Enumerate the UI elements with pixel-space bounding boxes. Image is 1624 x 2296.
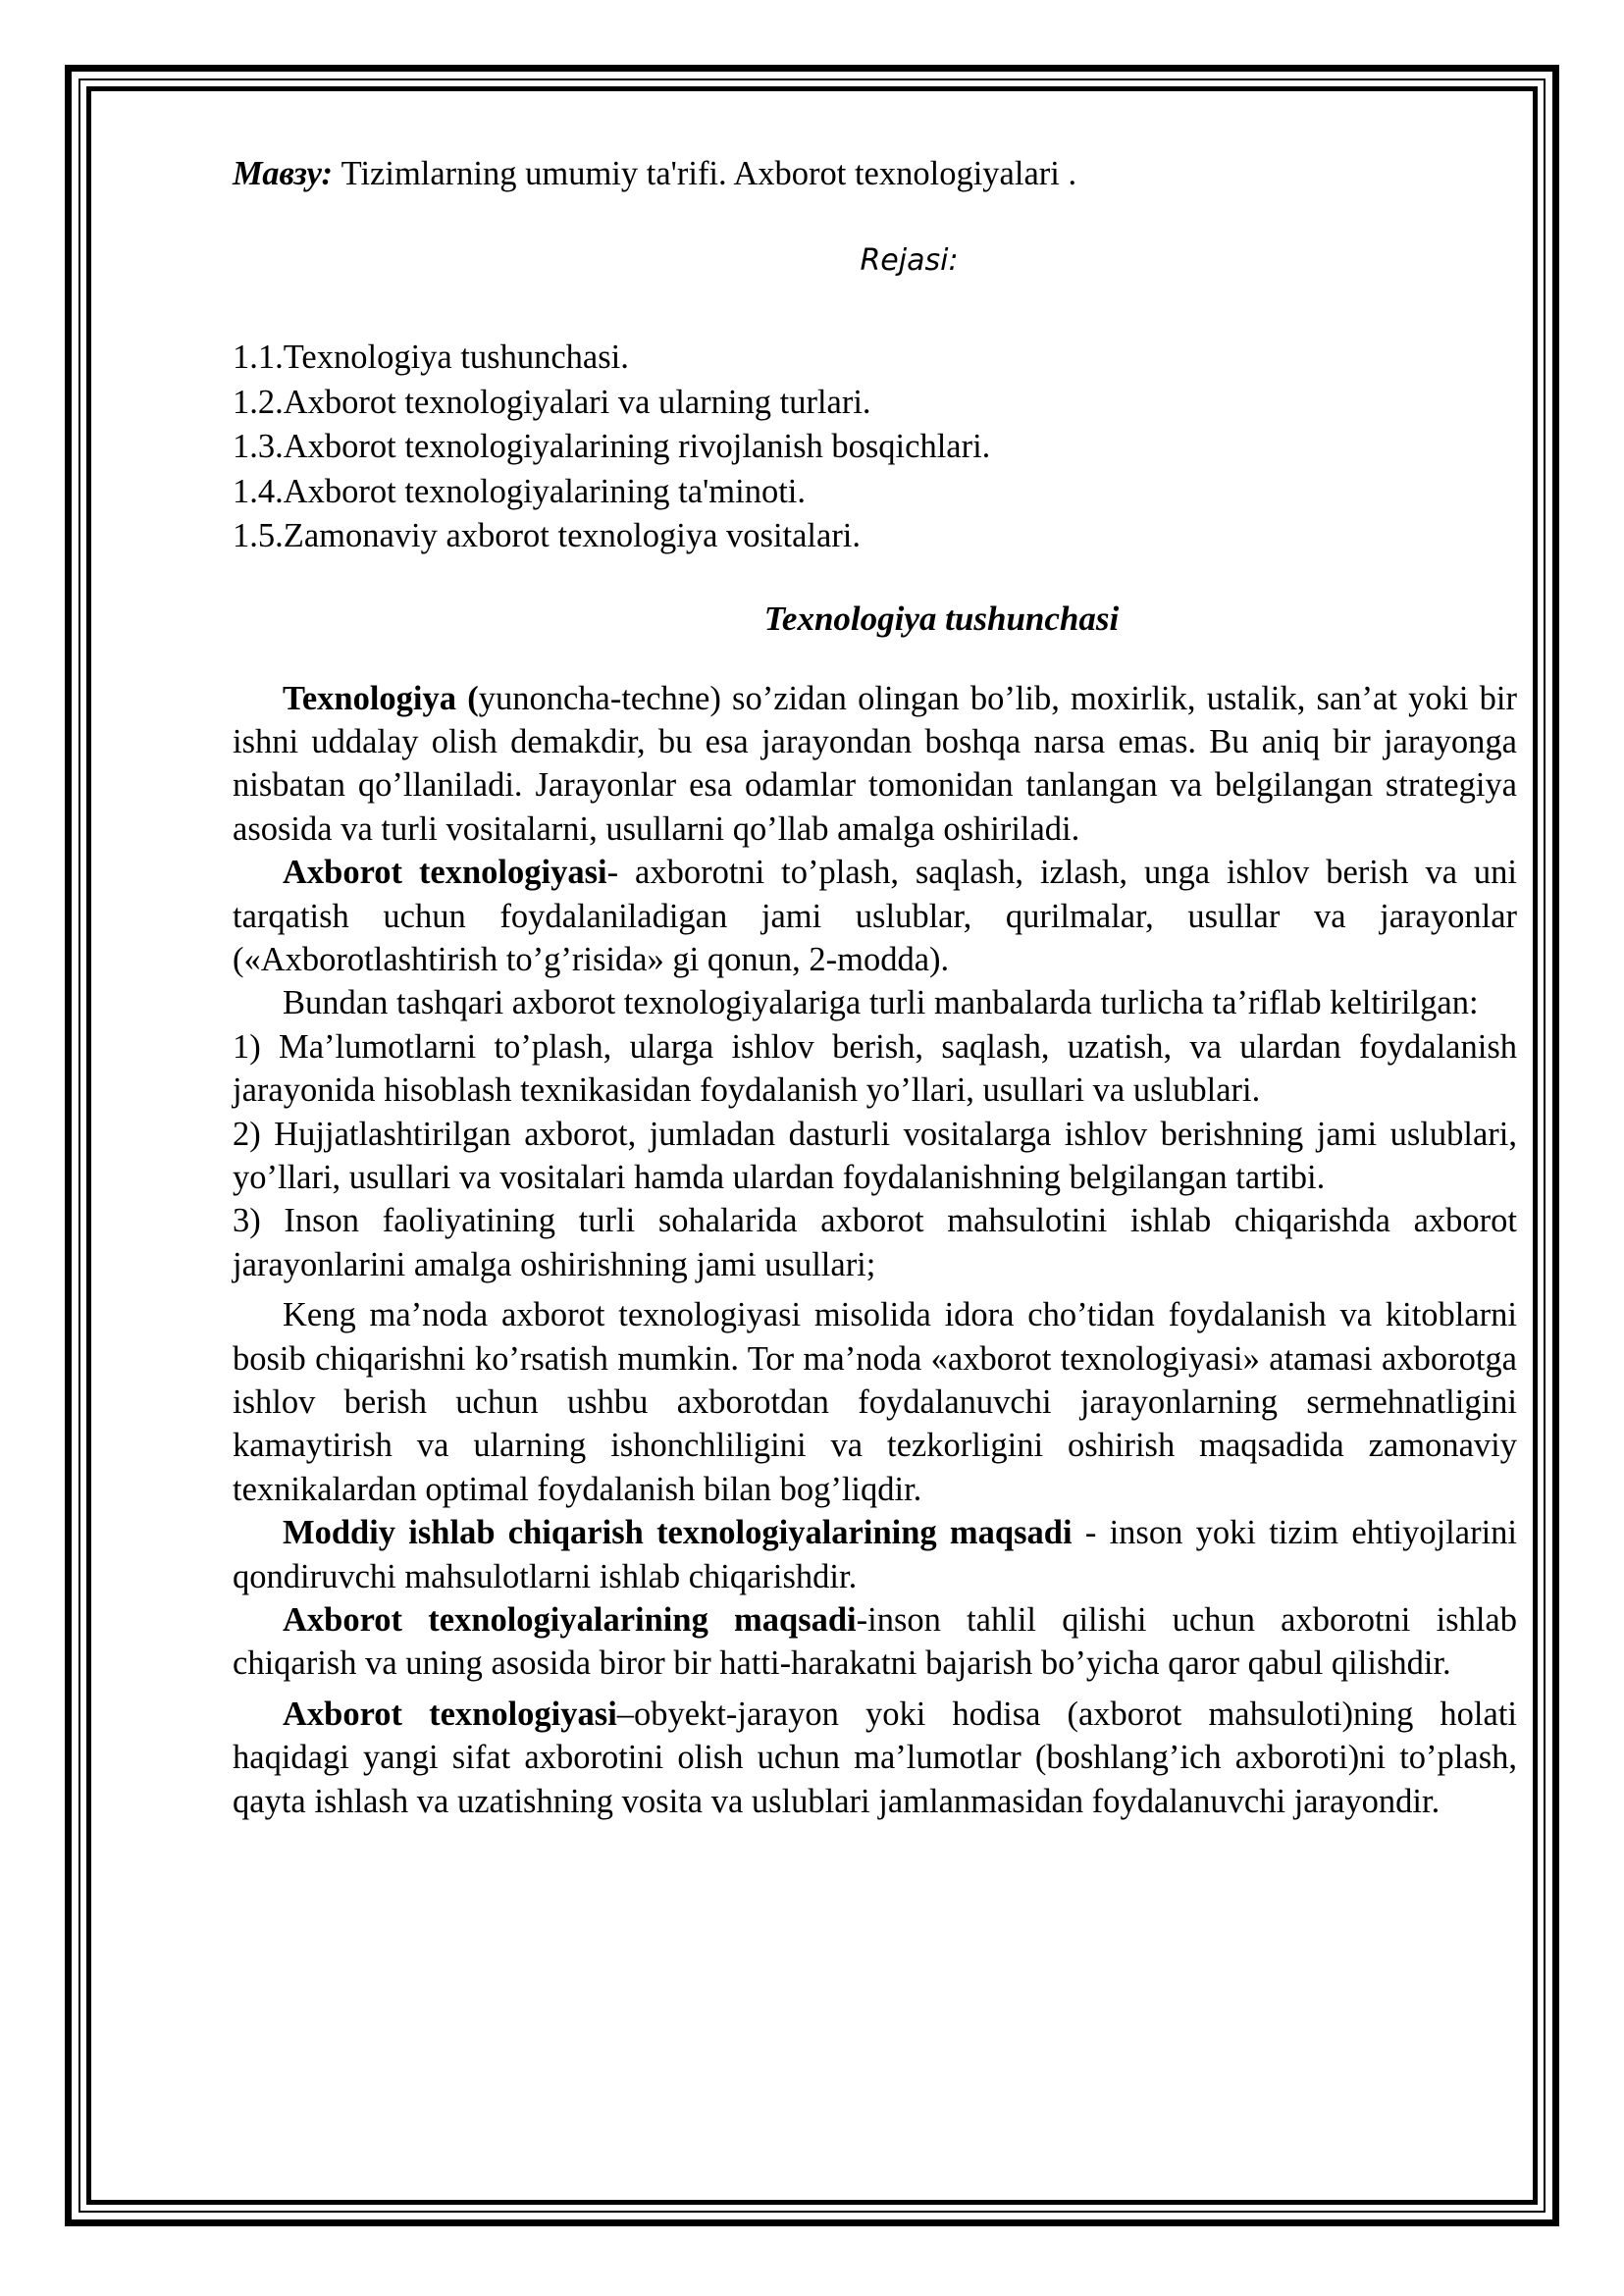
definition-list-item: 1) Ma’lumotlarni to’plash, ularga ishlov berish, saqlash, uzatish, va ulardan foydalanish jarayonida hisoblash texnikasidan foydalanish yo’llari, usullari va uslublari. — [233, 1027, 1517, 1110]
plan-title: Rejasi: — [860, 243, 959, 278]
topic-line — [233, 145, 1517, 202]
paragraph-text: –obyekt-jarayon yoki hodisa (axborot mahsuloti)ning holati haqidagi yangi sifat axborotini olish uchun ma’lumotlar (boshlang’ich axboroti)ni to’plash, qayta ishlash va uzatishning vosita va uslublari jamlanmasidan foydalanuvchi jarayondir. — [233, 1695, 1518, 1820]
paragraph-text: Keng ma’noda axborot texnologiyasi misolida idora cho’tidan foydalanish va kitoblarni bosib chiqarishni ko’rsatish mumkin. Tor ma’noda «axborot texnologiyasi» atamasi axborotga ishlov berish uchun ushbu axborotdan foydalanuvchi jarayonlarning sermehnatligini kamaytirish va ularning ishonchliligini va tezkorligini oshirish maqsadida zamonaviy texnikalardan optimal foydalanish bilan bog’liqdir. — [233, 1296, 1517, 1508]
definition-list-item: 3) Inson faoliyatining turli sohalarida axborot mahsulotini ishlab chiqarishda axborot jarayonlarini amalga oshirishning jami usullari; — [233, 1202, 1517, 1283]
plan-item: 1.5.Zamonaviy axborot texnologiya vositalari. — [233, 517, 862, 554]
paragraph — [233, 851, 1517, 981]
plan-item: 1.2.Axborot texnologiyalari va ularning turlari. — [233, 383, 871, 421]
paragraph-text: - inson yoki tizim ehtiyojlarini qondiruvchi mahsulotlarni ishlab chiqarishdir. — [233, 1514, 1517, 1595]
plan-item: 1.1.Texnologiya tushunchasi. — [233, 339, 629, 376]
plan-list — [233, 336, 1517, 559]
paragraph-term: Texnologiya ( — [283, 679, 479, 717]
paragraph — [233, 1293, 1517, 1511]
paragraph-term: Moddiy ishlab chiqarish texnologiyalarining maqsadi — [283, 1514, 1073, 1552]
body-text — [233, 677, 1517, 1824]
paragraph — [233, 1511, 1517, 1598]
paragraph-text: -inson tahlil qilishi uchun axborotni ishlab chiqarish va uning asosida biror bir hatti-harakatni bajarish bo’yicha qaror qabul qilishdir. — [233, 1601, 1517, 1683]
paragraph-text: Bundan tashqari axborot texnologiyalariga turli manbalarda turlicha ta’riflab keltirilgan: — [283, 984, 1479, 1022]
paragraph — [233, 981, 1517, 1024]
paragraph — [233, 677, 1517, 852]
definition-list-item: 2) Hujjatlashtirilgan axborot, jumladan dasturli vositalarga ishlov berishning jami uslublari, yo’llari, usullari va vositalari hamda ulardan foydalanishning belgilangan tartibi. — [233, 1115, 1517, 1196]
section-title: Texnologiya tushunchasi — [763, 599, 1120, 638]
paragraph — [233, 1598, 1517, 1686]
paragraph-text: yunoncha-techne) so’zidan olingan bo’lib, moxirlik, ustalik, san’at yoki bir ishni uddalay olish demakdir, bu esa jarayondan boshqa narsa emas. Bu aniq bir jarayonga nisbatan qo’llaniladi. Jarayonlar esa odamlar tomonidan tanlangan va belgilangan strategiya asosida va turli vositalarni, usullarni qo’llab amalga oshiriladi. — [233, 679, 1517, 848]
paragraph-term: Axborot texnologiyasi — [283, 854, 607, 892]
topic-label: Мавзу: — [233, 155, 333, 192]
plan-item: 1.3.Axborot texnologiyalarining rivojlanish bosqichlari. — [233, 428, 991, 465]
plan-item: 1.4.Axborot texnologiyalarining ta'minoti. — [233, 472, 807, 510]
paragraph-term: Axborot texnologiyalarining maqsadi — [283, 1601, 857, 1640]
paragraph — [233, 1693, 1517, 1823]
topic-text: Tizimlarning umumiy ta'rifi. Axborot texnologiyalari . — [332, 155, 1077, 192]
paragraph-text: - axborotni to’plash, saqlash, izlash, unga ishlov berish va uni tarqatish uchun foydalaniladigan jami uslublar, qurilmalar, usullar va jarayonlar («Axborotlashtirish to’g’risida» gi qonun, 2-modda). — [233, 854, 1518, 978]
document-content — [233, 145, 1517, 1823]
paragraph-term: Axborot texnologiyasi — [283, 1695, 617, 1733]
